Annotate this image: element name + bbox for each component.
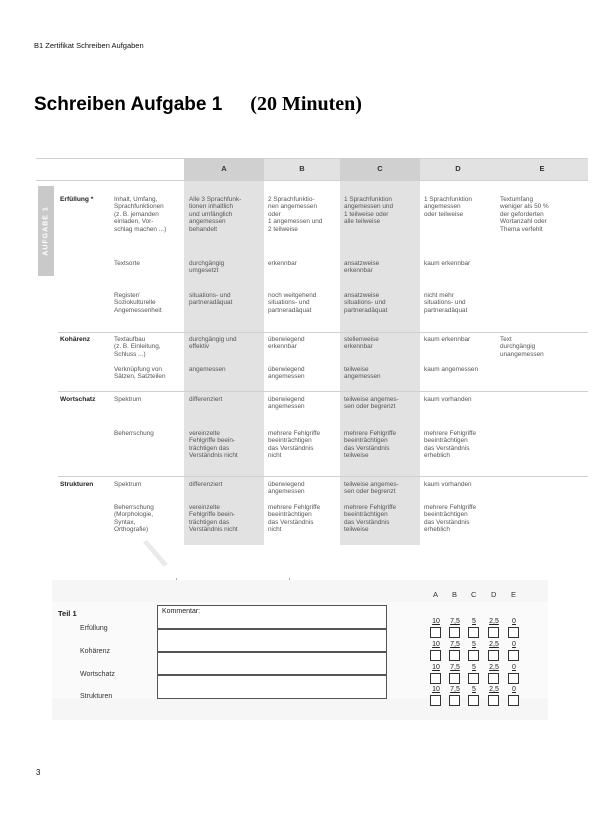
score-checkbox[interactable] (449, 695, 460, 706)
score-checkbox[interactable] (468, 695, 479, 706)
cell-wor2-c: mehrere Fehlgriffe beeinträchtigen das Verständnis teilweise (344, 430, 397, 460)
comment-line-2 (158, 651, 386, 653)
cell-wor2-d: mehrere Fehlgriffe beeinträchtigen das Verständnis erheblich (424, 430, 477, 460)
cell-erf3-d: nicht mehr situations- und partneradäquat (424, 292, 468, 314)
rule-kohaerenz (58, 332, 588, 333)
sheet-row-kohaerenz: Kohärenz (80, 648, 110, 655)
rubric-table (36, 158, 588, 545)
column-header-d: D (455, 164, 461, 173)
criterion-strukturen: Strukturen (60, 481, 94, 488)
sub-wortschatz-spektrum: Spektrum (114, 396, 142, 403)
score-value: 10 (432, 664, 440, 671)
criterion-wortschatz: Wortschatz (60, 396, 96, 403)
teil-label: Teil 1 (58, 609, 77, 618)
duration-text: (20 Minuten) (250, 93, 362, 115)
cell-erf3-a: situations- und partneradäquat (189, 292, 233, 307)
watermark-letter: \ (138, 530, 173, 577)
score-checkbox[interactable] (430, 627, 441, 638)
score-checkbox[interactable] (508, 695, 519, 706)
cell-erf1-a: Alle 3 Sprachfunk- tionen inhaltlich und umfänglich angemessen behandelt (189, 196, 242, 233)
cell-koh1-d: kaum erkennbar (424, 336, 471, 343)
cell-koh1-a: durchgängig und effektiv (189, 336, 237, 351)
cell-koh2-a: angemessen (189, 366, 226, 373)
score-value: 7,5 (450, 618, 460, 625)
score-value: 2,5 (489, 641, 499, 648)
document-header: B1 Zertifikat Schreiben Aufgaben (34, 41, 144, 50)
sub-register: Register/ Soziokulturelle Angemessenheit (114, 292, 162, 314)
score-sheet (52, 580, 548, 720)
score-col-header: C (471, 590, 477, 599)
score-col-header: D (491, 590, 497, 599)
cell-str2-a: vereinzelte Fehlgriffe beein- trächtigen das Verständnis nicht (189, 504, 238, 534)
criterion-kohaerenz: Kohärenz (60, 336, 91, 343)
score-value: 7,5 (450, 664, 460, 671)
score-value: 5 (472, 641, 476, 648)
score-value: 10 (432, 641, 440, 648)
cell-erf3-b: noch weitgehend situations- und partneradäquat (268, 292, 317, 314)
score-col-header: A (433, 590, 439, 599)
cell-erf2-b: erkennbar (268, 260, 297, 267)
sheet-row-strukturen: Strukturen (80, 693, 113, 700)
score-checkbox[interactable] (488, 650, 499, 661)
cell-str2-b: mehrere Fehlgriffe beeinträchtigen das Verständnis nicht (268, 504, 321, 534)
score-col-header: B (452, 590, 458, 599)
cell-str1-b: überwiegend angemessen (268, 481, 305, 496)
score-value: 5 (472, 664, 476, 671)
score-checkbox[interactable] (508, 673, 519, 684)
sub-strukturen-spektrum: Spektrum (114, 481, 142, 488)
rule-head (36, 180, 588, 181)
score-checkbox[interactable] (468, 650, 479, 661)
score-value: 0 (512, 686, 516, 693)
sub-wortschatz-beherrschung: Beherrschung (114, 430, 154, 437)
comment-line-3 (158, 674, 386, 676)
column-header-c: C (377, 164, 383, 173)
cell-koh1-e: Text durchgängig unangemessen (500, 336, 544, 358)
rule-wortschatz (58, 391, 588, 392)
score-checkbox[interactable] (449, 650, 460, 661)
score-checkbox[interactable] (488, 673, 499, 684)
score-checkbox[interactable] (468, 627, 479, 638)
comment-box[interactable] (157, 605, 387, 699)
cell-koh2-b: überwiegend angemessen (268, 366, 305, 381)
score-value: 2,5 (489, 618, 499, 625)
cell-koh2-c: teilweise angemessen (344, 366, 381, 381)
cell-erf2-c: ansatzweise erkennbar (344, 260, 380, 275)
comment-line-1 (158, 628, 386, 630)
page-title (34, 93, 362, 116)
cell-erf1-c: 1 Sprachfunktion angemessen und 1 teilweise oder alle teilweise (344, 196, 394, 226)
cell-erf2-d: kaum erkennbar (424, 260, 471, 267)
rule-strukturen (58, 476, 588, 477)
cell-wor2-a: vereinzelte Fehlgriffe beein- trächtigen das Verständnis nicht (189, 430, 238, 460)
score-value: 7,5 (450, 641, 460, 648)
cell-str2-c: mehrere Fehlgriffe beeinträchtigen das Verständnis teilweise (344, 504, 397, 534)
score-checkbox[interactable] (430, 650, 441, 661)
score-value: 0 (512, 664, 516, 671)
score-checkbox[interactable] (508, 627, 519, 638)
score-value: 0 (512, 641, 516, 648)
score-value: 10 (432, 686, 440, 693)
sub-inhalt: Inhalt, Umfang, Sprachfunktionen (z. B. jemanden einladen, Vor- schlag machen ...) (114, 196, 167, 233)
sub-strukturen-beherrschung: Beherrschung (Morphologie, Syntax, Orthografie) (114, 504, 154, 534)
cell-str1-c: teilweise angemes- sen oder begrenzt (344, 481, 399, 496)
score-value: 7,5 (450, 686, 460, 693)
cell-koh1-b: überwiegend erkennbar (268, 336, 305, 351)
page-number: 3 (36, 768, 41, 777)
cell-koh1-c: stellenweise erkennbar (344, 336, 379, 351)
cell-wor1-a: differenziert (189, 396, 223, 403)
score-checkbox[interactable] (449, 627, 460, 638)
cell-str2-d: mehrere Fehlgriffe beeinträchtigen das Verständnis erheblich (424, 504, 477, 534)
sub-textaufbau: Textaufbau (z. B. Einleitung, Schluss ...) (114, 336, 161, 358)
score-value: 0 (512, 618, 516, 625)
sub-verknuepfung: Verknüpfung von Sätzen, Satzteilen (114, 366, 166, 381)
cell-wor1-b: überwiegend angemessen (268, 396, 305, 411)
cell-erf1-b: 2 Sprachfunktio- nen angemessen oder 1 angemessen und 2 teilweise (268, 196, 323, 233)
score-value: 2,5 (489, 664, 499, 671)
aufgabe-side-label: AUFGABE 1 (38, 186, 54, 276)
cell-erf2-a: durchgängig umgesetzt (189, 260, 225, 275)
cell-erf1-e: Textumfang weniger als 50 % der geforderten Wortanzahl oder Thema verfehlt (500, 196, 549, 233)
column-header-b: B (299, 164, 305, 173)
criterion-erfuellung: Erfüllung * (60, 196, 94, 203)
column-header-a: A (221, 164, 227, 173)
comment-label: Kommentar: (162, 608, 201, 615)
score-checkbox[interactable] (449, 673, 460, 684)
cell-wor1-d: kaum vorhanden (424, 396, 472, 403)
score-checkbox[interactable] (508, 650, 519, 661)
score-checkbox[interactable] (430, 695, 441, 706)
sheet-row-wortschatz: Wortschatz (80, 671, 115, 678)
score-checkbox[interactable] (488, 627, 499, 638)
score-col-header: E (511, 590, 517, 599)
sheet-row-erfuellung: Erfüllung (80, 625, 108, 632)
score-value: 10 (432, 618, 440, 625)
cell-str1-d: kaum vorhanden (424, 481, 472, 488)
column-header-e: E (539, 164, 545, 173)
score-value: 5 (472, 618, 476, 625)
title-text: Schreiben Aufgabe 1 (34, 94, 223, 115)
sub-textsorte: Textsorte (114, 260, 140, 267)
cell-wor1-c: teilweise angemes- sen oder begrenzt (344, 396, 399, 411)
cell-erf3-c: ansatzweise situations- und partneradäquat (344, 292, 388, 314)
score-value: 5 (472, 686, 476, 693)
score-checkbox[interactable] (468, 673, 479, 684)
cell-wor2-b: mehrere Fehlgriffe beeinträchtigen das Verständnis nicht (268, 430, 321, 460)
score-value: 2,5 (489, 686, 499, 693)
cell-str1-a: differenziert (189, 481, 223, 488)
score-checkbox[interactable] (488, 695, 499, 706)
cell-erf1-d: 1 Sprachfunktion angemessen oder teilweise (424, 196, 472, 218)
score-checkbox[interactable] (430, 673, 441, 684)
cell-koh2-d: kaum angemessen (424, 366, 478, 373)
